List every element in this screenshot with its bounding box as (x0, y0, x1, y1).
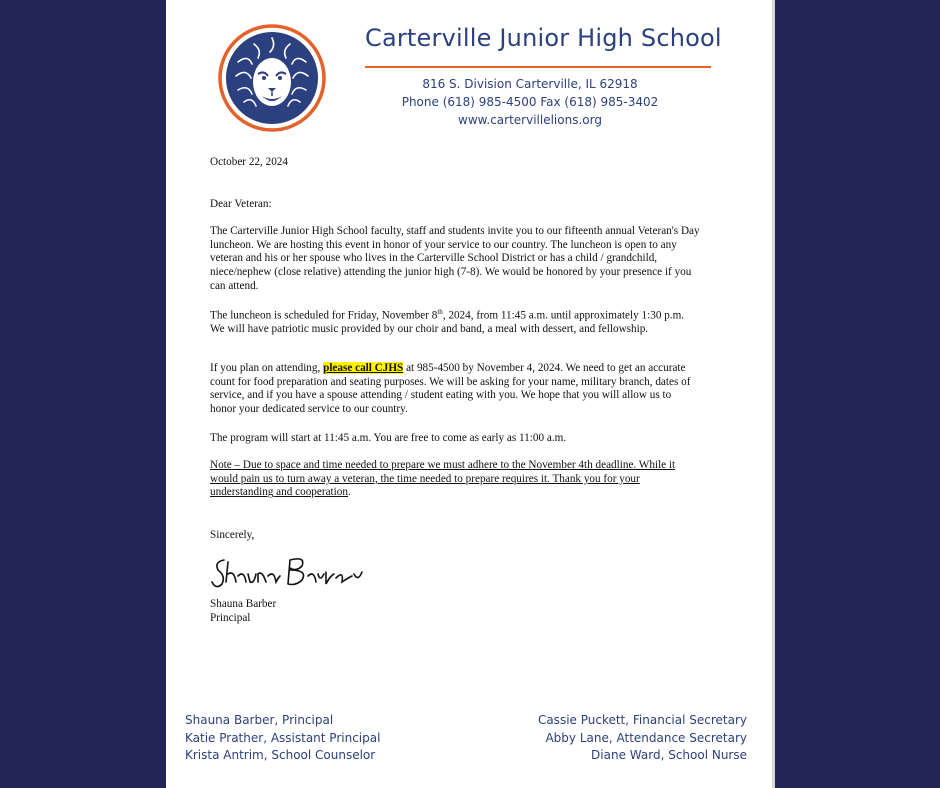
lion-logo (218, 24, 326, 132)
schedule-ordinal: th (437, 308, 443, 316)
page-edge (772, 0, 775, 788)
paragraph-invitation (210, 225, 700, 294)
header-rule (365, 66, 711, 68)
schedule-text-part2: , 2024, from 11:45 a.m. until approximately 1:30 p.m. We will have patriotic music provided by our choir and band, a meal with dessert, and fellowship. (210, 309, 685, 336)
staff-list-left (185, 712, 380, 765)
rsvp-lead: If you plan on attending, (210, 362, 324, 374)
phone-fax: Phone (618) 985-4500 Fax (618) 985-3402 (401, 95, 659, 109)
deadline-note (210, 459, 700, 500)
staff-entry: Diane Ward, School Nurse (591, 748, 747, 763)
signer-name: Shauna Barber (210, 598, 277, 610)
website-link[interactable]: www.cartervillelions.org (458, 113, 602, 127)
deadline-note-underlined: Note – Due to space and time needed to prepare we must adhere to the November 4th deadline. While it would pain us to turn away a veteran, the time needed to prepare requires it. Thank you for your understanding and cooperation (210, 459, 676, 499)
school-name: Carterville Junior High School (365, 24, 722, 52)
paragraph-rsvp-text (210, 362, 700, 417)
staff-entry: Cassie Puckett, Financial Secretary (537, 713, 747, 727)
salutation: Dear Veteran: (210, 198, 272, 210)
paragraph-invitation-text: The Carterville Junior High School faculty, staff and students invite you to our fifteenth annual Veteran's Day luncheon. We are hosting this event in honor of your service to our country. The luncheon is open to any veteran and his or her spouse who lives in the Carterville School District or has a child / grandchild, niece/nephew (close relative) attending the junior high (7-8). We would be honored by your presence if you can attend. (210, 225, 700, 292)
staff-entry: Katie Prather, Assistant Principal (185, 730, 381, 745)
staff-list-right (538, 712, 747, 765)
schedule-text-part1: The luncheon is scheduled for Friday, November 8 (210, 309, 438, 322)
paragraph-rsvp (210, 362, 700, 417)
paragraph-schedule (210, 306, 700, 337)
letter-date: October 22, 2024 (210, 156, 288, 168)
call-cjhs-highlight: please call CJHS (323, 362, 404, 374)
staff-entry: Abby Lane, Attendance Secretary (545, 730, 747, 745)
closing: Sincerely, (210, 529, 255, 541)
rsvp-rest: at 985-4500 by November 4, 2024. We need to get an accurate count for food preparation and seating purposes. We will be asking for your name, military branch, dates of service, and if you have a spouse attending / student eating with you. We hope that you will allow us to honor your dedicated service to our country. (210, 362, 691, 416)
deadline-note-text (210, 459, 700, 500)
school-address: 816 S. Division Carterville, IL 62918 (422, 77, 638, 91)
paragraph-program: The program will start at 11:45 a.m. You are free to come as early as 11:00 a.m. (210, 432, 567, 444)
staff-entry: Krista Antrim, School Counselor (185, 748, 376, 763)
letter-page (166, 0, 772, 788)
deadline-note-period: . (347, 486, 351, 499)
paragraph-schedule-text (210, 306, 700, 337)
signature-image (210, 552, 366, 594)
signer-title: Principal (210, 612, 251, 624)
staff-entry: Shauna Barber, Principal (185, 713, 334, 727)
